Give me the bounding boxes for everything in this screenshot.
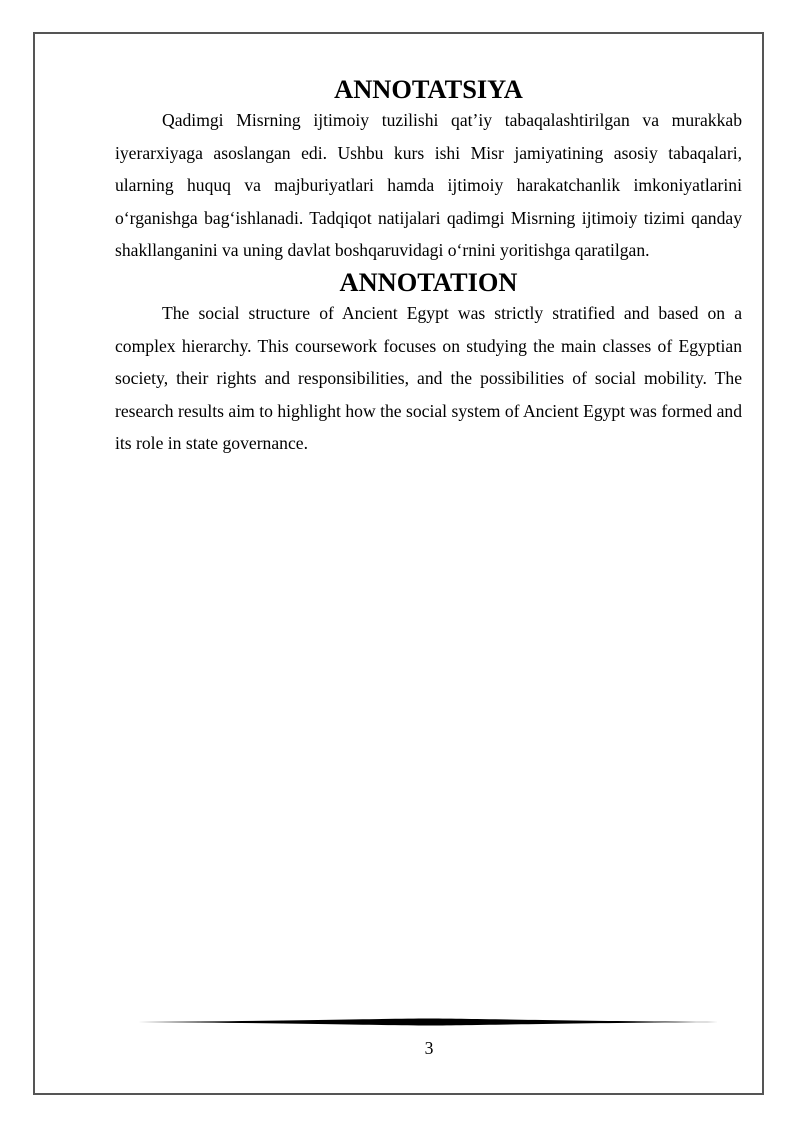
section-paragraph-uzbek: Qadimgi Misrning ijtimoiy tuzilishi qat’iy tabaqalashtirilgan va murakkab iyerarxiyaga asoslangan edi. Ushbu kurs ishi Misr jamiyatining asosiy tabaqalari, ularning huquq va majburiyatlari hamda ijtimoiy harakatchanlik imkoniyatlarini o‘rganishga bag‘ishlanadi. Tadqiqot natijalari qadimgi Misrning ijtimoiy tizimi qanday shakllanganini va uning davlat boshqaruvidagi o‘rnini yoritishga qaratilgan. <box>115 110 742 261</box>
footer-divider <box>138 1017 718 1027</box>
section-heading-english: ANNOTATION <box>339 266 518 297</box>
page-number: 3 <box>424 1038 434 1058</box>
section-paragraph-english: The social structure of Ancient Egypt was strictly stratified and based on a complex hierarchy. This coursework focuses on studying the main classes of Egyptian society, their rights and responsibilities, and the possibilities of social mobility. The research results aim to highlight how the social system of Ancient Egypt was formed and its role in state governance. <box>115 302 742 454</box>
section-heading-uzbek: ANNOTATSIYA <box>334 74 523 104</box>
document-body <box>115 74 742 460</box>
